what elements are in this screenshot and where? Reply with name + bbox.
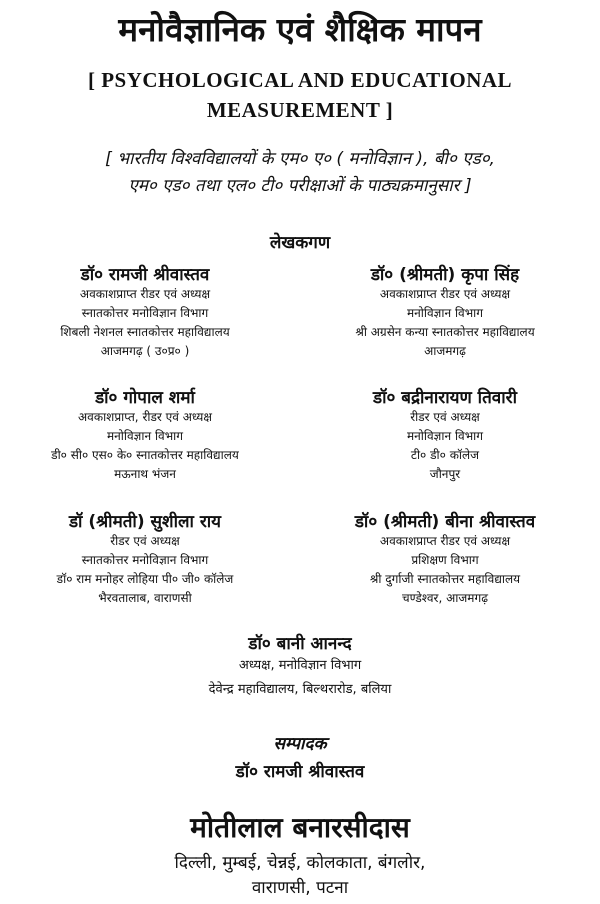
subtitle-line2: एम० एड० तथा एल० टी० परीक्षाओं के पाठ्यक्रमानुसार ] xyxy=(128,176,472,196)
book-title-english-line1: [ PSYCHOLOGICAL AND EDUCATIONAL xyxy=(87,68,513,92)
author-name: डॉ० रामजी श्रीवास्तव xyxy=(80,265,210,285)
author-card xyxy=(0,509,290,608)
editor-heading: सम्पादक xyxy=(273,734,327,754)
author-affiliation-line: अवकाशप्राप्त, रीडर एवं अध्यक्ष xyxy=(78,410,212,424)
author-affiliation-line: जौनपुर xyxy=(429,467,461,481)
author-affiliation-line: अध्यक्ष, मनोविज्ञान विभाग xyxy=(238,658,362,673)
author-card xyxy=(300,385,590,484)
author-affiliation-line: स्नातकोत्तर मनोविज्ञान विभाग xyxy=(81,553,209,567)
author-affiliation-line: श्री अग्रसेन कन्या स्नातकोत्तर महाविद्यालय xyxy=(355,325,535,339)
author-name: डॉ (श्रीमती) सुशीला राय xyxy=(68,512,222,532)
author-affiliation-line: आजमगढ़ ( उ०प्र० ) xyxy=(100,344,190,358)
author-affiliation-line: अवकाशप्राप्त रीडर एवं अध्यक्ष xyxy=(379,287,511,301)
author-affiliation-line: मनोविज्ञान विभाग xyxy=(406,306,484,320)
author-name: डॉ० (श्रीमती) बीना श्रीवास्तव xyxy=(354,512,536,532)
author-affiliation-line: रीडर एवं अध्यक्ष xyxy=(110,534,180,548)
author-name: डॉ० बद्रीनारायण तिवारी xyxy=(373,388,517,408)
author-affiliation-line: शिबली नेशनल स्नातकोत्तर महाविद्यालय xyxy=(60,325,230,339)
author-affiliation-line: प्रशिक्षण विभाग xyxy=(411,553,479,567)
publisher-cities-line2: वाराणसी, पटना xyxy=(251,878,349,898)
author-affiliation-line: श्री दुर्गाजी स्नातकोत्तर महाविद्यालय xyxy=(369,572,521,586)
author-affiliation-line: स्नातकोत्तर मनोविज्ञान विभाग xyxy=(81,306,209,320)
author-name: डॉ० बानी आनन्द xyxy=(248,634,352,654)
author-card xyxy=(300,509,590,608)
authors-heading: लेखकगण xyxy=(269,233,331,253)
author-name: डॉ० (श्रीमती) कृपा सिंह xyxy=(370,265,520,285)
author-card xyxy=(0,385,290,484)
author-card xyxy=(0,262,290,361)
subtitle-line1: [ भारतीय विश्वविद्यालयों के एम० ए० ( मनोविज्ञान ), बी० एड०, xyxy=(105,149,495,169)
author-affiliation-line: भैरवतालाब, वाराणसी xyxy=(98,591,192,605)
publisher-name: मोतीलाल बनारसीदास xyxy=(190,811,410,844)
book-title-hindi: मनोवैज्ञानिक एवं शैक्षिक मापन xyxy=(118,10,482,49)
author-name: डॉ० गोपाल शर्मा xyxy=(95,388,195,408)
author-affiliation-line: टी० डी० कॉलेज xyxy=(410,448,480,462)
author-card xyxy=(0,631,600,702)
author-affiliation-line: मनोविज्ञान विभाग xyxy=(106,429,184,443)
author-affiliation-line: आजमगढ़ xyxy=(424,344,466,358)
publisher-cities-line1: दिल्ली, मुम्बई, चेन्नई, कोलकाता, बंगलोर, xyxy=(174,853,426,873)
author-card xyxy=(300,262,590,361)
author-affiliation-line: डी० सी० एस० के० स्नातकोत्तर महाविद्यालय xyxy=(51,448,239,462)
editor-name: डॉ० रामजी श्रीवास्तव xyxy=(235,762,365,782)
author-affiliation-line: देवेन्द्र महाविद्यालय, बिल्थरारोड, बलिया xyxy=(208,682,392,697)
author-affiliation-line: अवकाशप्राप्त रीडर एवं अध्यक्ष xyxy=(379,534,511,548)
author-affiliation-line: मनोविज्ञान विभाग xyxy=(406,429,484,443)
author-affiliation-line: मऊनाथ भंजन xyxy=(114,467,176,481)
author-affiliation-line: डॉ० राम मनोहर लोहिया पी० जी० कॉलेज xyxy=(56,572,234,586)
author-affiliation-line: चण्डेश्वर, आजमगढ़ xyxy=(402,591,488,605)
book-title-english-line2: MEASUREMENT ] xyxy=(206,98,394,122)
author-affiliation-line: अवकाशप्राप्त रीडर एवं अध्यक्ष xyxy=(79,287,211,301)
author-affiliation-line: रीडर एवं अध्यक्ष xyxy=(410,410,480,424)
